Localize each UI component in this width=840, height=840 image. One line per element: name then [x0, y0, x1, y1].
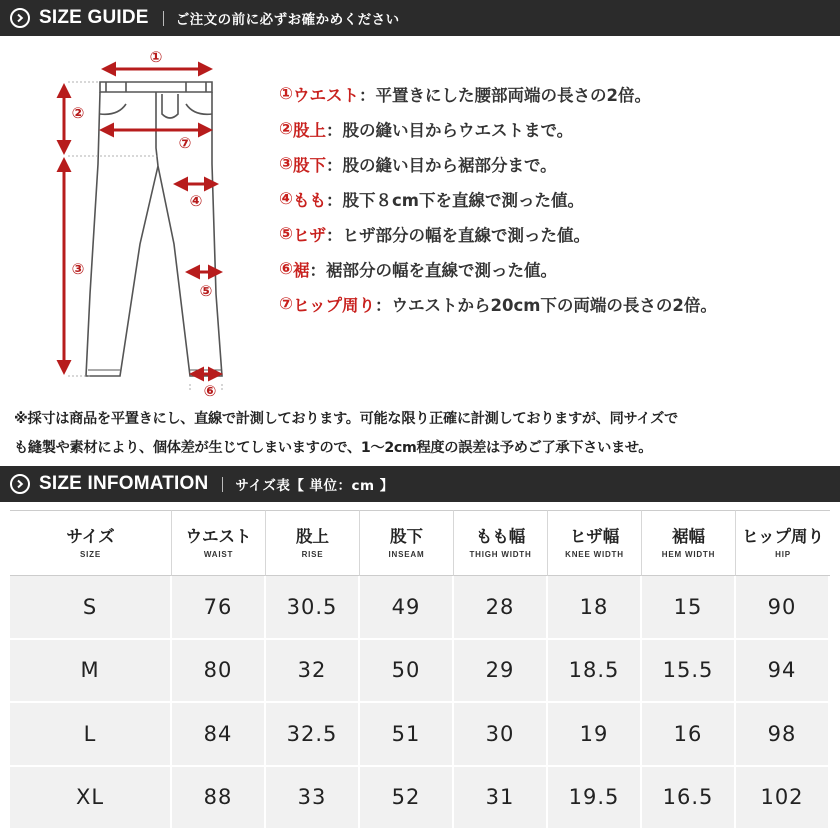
diagram-label-4: ④ [189, 192, 203, 210]
measure-arrows [64, 69, 220, 374]
table-cell: 30.5 [266, 576, 360, 639]
table-cell: 15.5 [642, 640, 736, 703]
size-info-subtitle: サイズ表【 単位：cm 】 [235, 478, 394, 494]
column-header: ヒップ周り HIP [736, 510, 830, 576]
table-cell: 32 [266, 640, 360, 703]
diagram-label-7: ⑦ [178, 134, 192, 152]
table-cell: 32.5 [266, 703, 360, 766]
legend-item: ⑦ ヒップ周り ：ウエストから20cm下の両端の長さの2倍。 [279, 294, 717, 315]
table-cell: 84 [172, 703, 266, 766]
diagram-label-3: ③ [71, 260, 85, 278]
legend-item: ④ もも ：股下８cm下を直線で測った値。 [279, 189, 584, 210]
diagram-label-6: ⑥ [203, 382, 217, 400]
chevron-right-icon [10, 8, 30, 28]
size-guide-header [0, 0, 840, 36]
size-cell: S [10, 576, 172, 639]
table-cell: 52 [360, 767, 454, 830]
column-header: 股下 INSEAM [360, 510, 454, 576]
table-cell: 15 [642, 576, 736, 639]
table-header-row [10, 510, 830, 576]
table-row [10, 576, 830, 639]
table-cell: 50 [360, 640, 454, 703]
header-divider [163, 11, 164, 26]
table-cell: 31 [454, 767, 548, 830]
table-cell: 18.5 [548, 640, 642, 703]
legend-item: ② 股上 ：股の縫い目からウエストまで。 [279, 119, 574, 140]
table-cell: 98 [736, 703, 830, 766]
legend-item: ③ 股下 ：股の縫い目から裾部分まで。 [279, 154, 557, 175]
size-guide-title: SIZE GUIDE [39, 7, 149, 28]
jeans-outline [86, 82, 222, 376]
jeans-diagram [40, 44, 270, 404]
diagram-label-1: ① [149, 48, 163, 66]
column-header: ウエスト WAIST [172, 510, 266, 576]
table-cell: 16 [642, 703, 736, 766]
size-guide-subtitle: ご注文の前に必ずお確かめください [175, 12, 400, 28]
table-cell: 19 [548, 703, 642, 766]
measurement-note [14, 405, 834, 463]
size-info-header [0, 466, 840, 502]
table-cell: 88 [172, 767, 266, 830]
legend-item: ① ウエスト ：平置きにした腰部両端の長さの2倍。 [279, 84, 651, 105]
size-cell: L [10, 703, 172, 766]
note-line-1: ※採寸は商品を平置きにし、直線で計測しております。可能な限り正確に計測しておりますが、同サイズで [14, 411, 678, 427]
column-header: 裾幅 HEM WIDTH [642, 510, 736, 576]
measurement-legend [279, 76, 717, 321]
table-cell: 49 [360, 576, 454, 639]
header-divider [222, 477, 223, 492]
table-cell: 80 [172, 640, 266, 703]
legend-item: ⑤ ヒザ ：ヒザ部分の幅を直線で測った値。 [279, 224, 590, 245]
table-cell: 94 [736, 640, 830, 703]
table-cell: 28 [454, 576, 548, 639]
chevron-right-icon [10, 474, 30, 494]
column-header: 股上 RISE [266, 510, 360, 576]
table-cell: 33 [266, 767, 360, 830]
table-cell: 30 [454, 703, 548, 766]
table-cell: 16.5 [642, 767, 736, 830]
table-row [10, 767, 830, 830]
table-cell: 90 [736, 576, 830, 639]
diagram-label-2: ② [71, 104, 85, 122]
table-row [10, 640, 830, 703]
column-header: サイズ SIZE [10, 510, 172, 576]
size-cell: XL [10, 767, 172, 830]
table-cell: 29 [454, 640, 548, 703]
column-header: ヒザ幅 KNEE WIDTH [548, 510, 642, 576]
note-line-2: も縫製や素材により、個体差が生じてしまいますので、1〜2cm程度の誤差は予めご了承下さいませ。 [14, 440, 653, 456]
size-info-title: SIZE INFOMATION [39, 473, 209, 494]
size-cell: M [10, 640, 172, 703]
table-cell: 76 [172, 576, 266, 639]
table-cell: 102 [736, 767, 830, 830]
table-cell: 51 [360, 703, 454, 766]
legend-item: ⑥ 裾 ：裾部分の幅を直線で測った値。 [279, 259, 557, 280]
size-table [10, 510, 830, 830]
table-cell: 19.5 [548, 767, 642, 830]
table-row [10, 703, 830, 766]
table-cell: 18 [548, 576, 642, 639]
diagram-label-5: ⑤ [199, 282, 213, 300]
column-header: もも幅 THIGH WIDTH [454, 510, 548, 576]
